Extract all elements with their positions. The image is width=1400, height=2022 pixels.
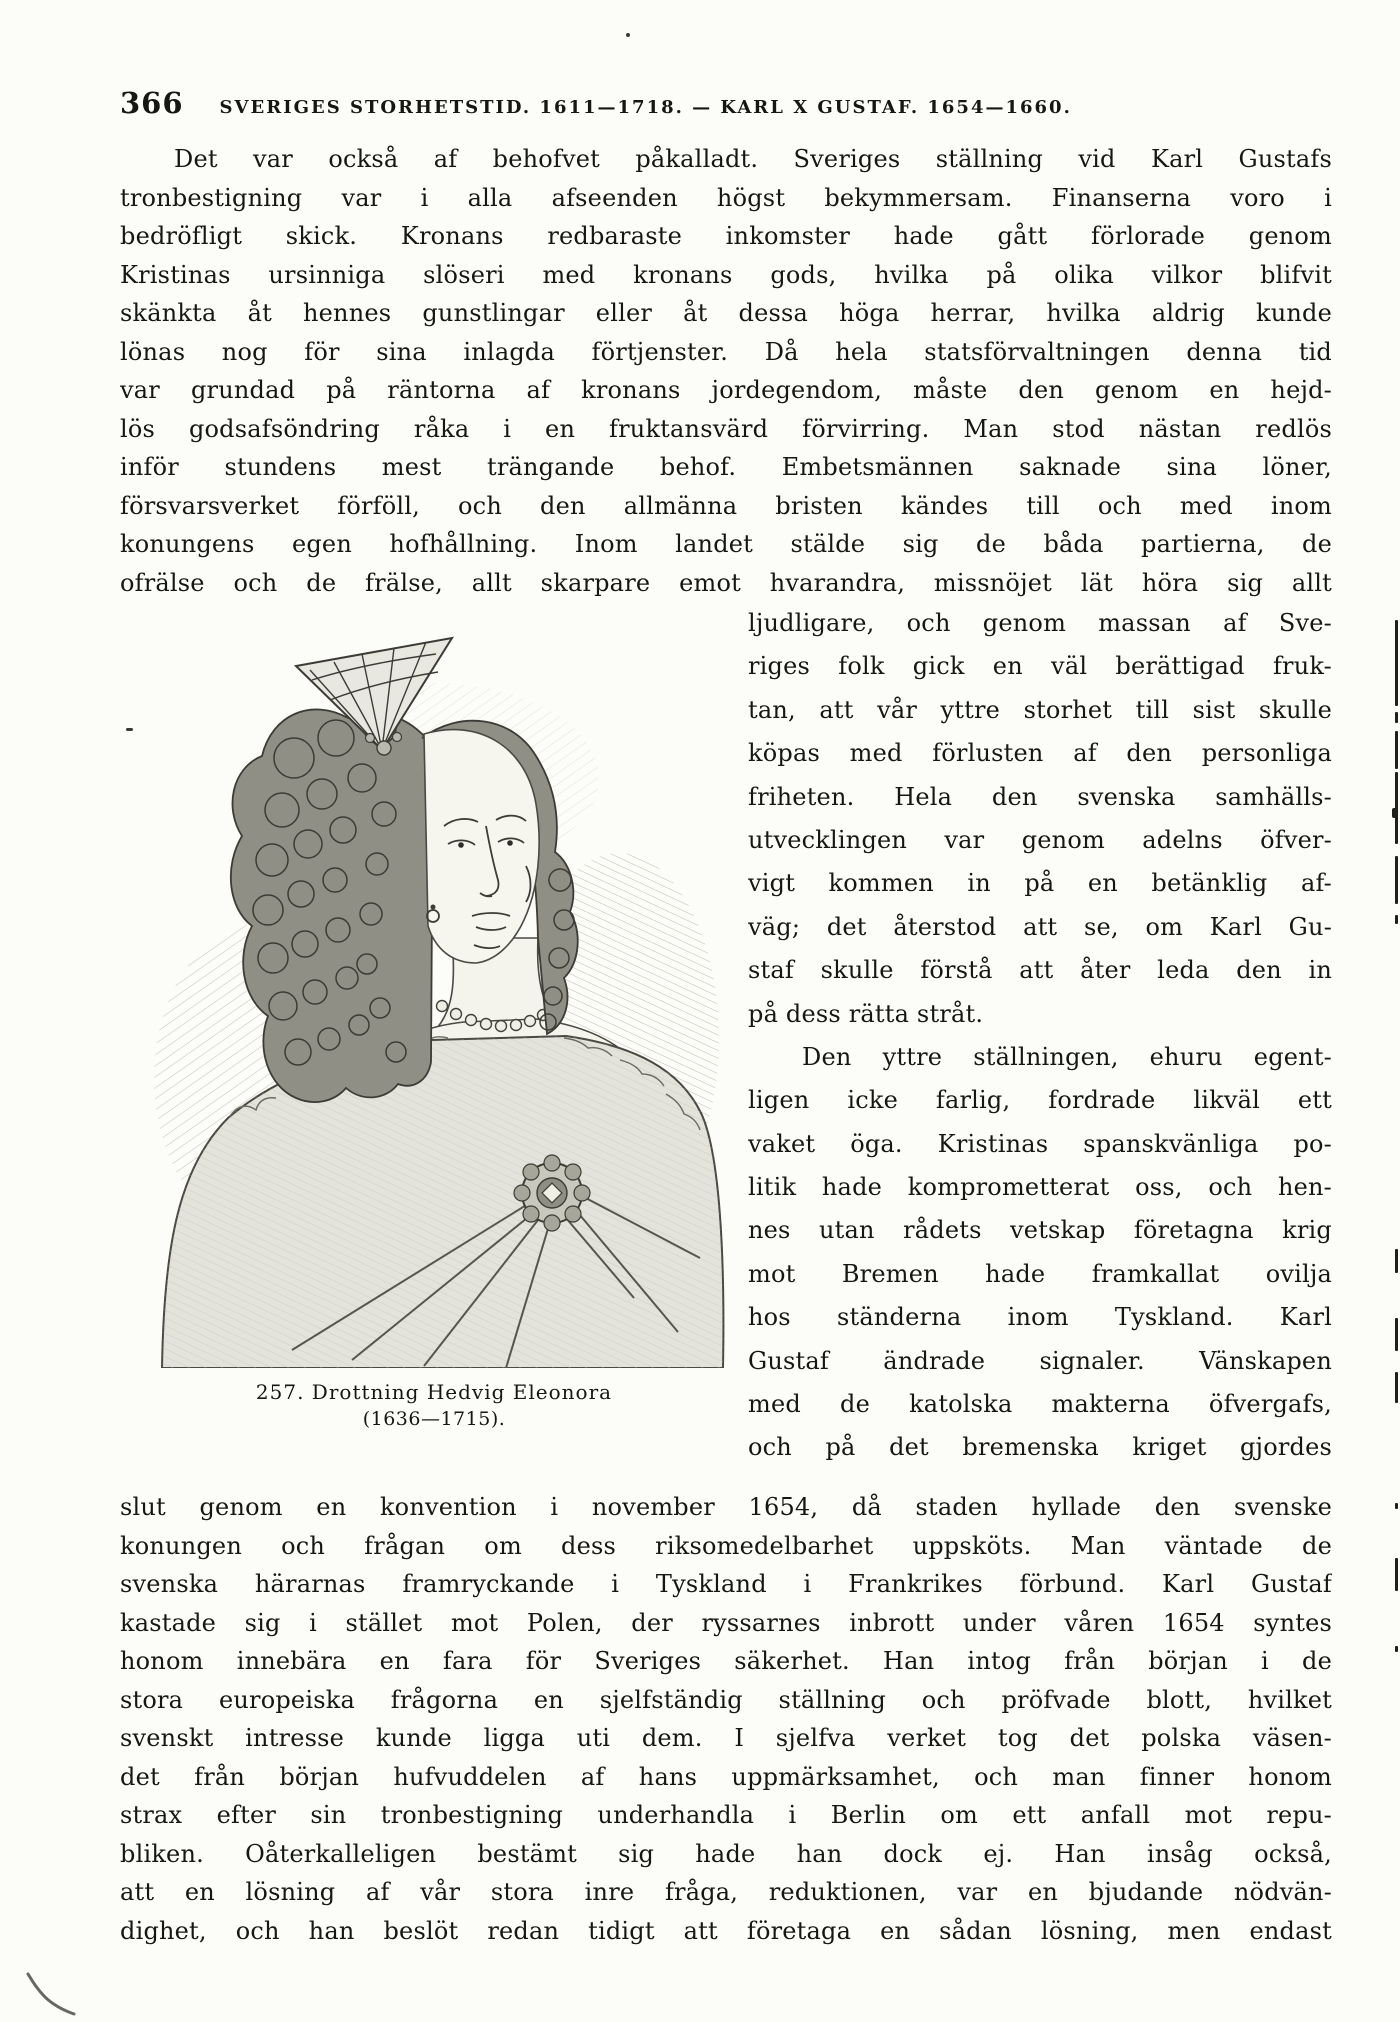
text-line: kastade sig i stället mot Polen, der ryssarnes inbrott under våren 1654 syntes xyxy=(120,1608,1332,1637)
text-line: vaket öga. Kristinas spanskvänliga po- xyxy=(748,1129,1332,1158)
text-line: staf skulle förstå att åter leda den in xyxy=(748,956,1332,985)
running-header xyxy=(120,86,1332,120)
pencil-mark xyxy=(22,1970,82,2022)
text-line: ligen icke farlig, fordrade likväl ett xyxy=(748,1086,1332,1115)
text-line: väg; det återstod att se, om Karl Gu- xyxy=(748,912,1332,941)
text-line: konungen och frågan om dess riksomedelbarhet uppsköts. Man väntade de xyxy=(120,1531,1332,1560)
figure-caption: 257. Drottning Hedvig Eleonora xyxy=(255,1380,613,1404)
margin-annotation-mark xyxy=(1395,856,1398,904)
text-line: Kristinas ursinniga slöseri med kronans gods, hvilka på olika vilkor blifvit xyxy=(120,260,1332,289)
text-line: tronbestigning var i alla afseenden högst bekymmersam. Finanserna voro i xyxy=(120,183,1332,212)
margin-annotation-mark xyxy=(1395,1372,1398,1403)
margin-annotation-mark xyxy=(1395,1318,1398,1351)
text-line: inför stundens mest trängande behof. Embetsmännen saknade sina löner, xyxy=(120,453,1332,481)
text-line: på dess rätta stråt. xyxy=(748,999,984,1028)
text-line: Gustaf ändrade signaler. Vänskapen xyxy=(748,1346,1332,1375)
text-line: slut genom en konvention i november 1654, då staden hyllade den svenske xyxy=(120,1493,1332,1521)
text-line: ofrälse och de frälse, allt skarpare emot hvarandra, missnöjet lät höra sig allt xyxy=(120,568,1332,597)
text-line: med de katolska makterna öfvergafs, xyxy=(748,1390,1332,1419)
page-number: 366 xyxy=(120,86,184,120)
text-line: utvecklingen var genom adelns öfver- xyxy=(748,825,1332,854)
margin-annotation-mark xyxy=(1395,1249,1398,1273)
text-line: stora europeiska frågorna en sjelfständig ställning och pröfvade blott, hvilket xyxy=(120,1685,1332,1714)
portrait-engraving-image xyxy=(134,608,734,1368)
text-line: skänkta åt hennes gunstlingar eller åt dessa höga herrar, hvilka aldrig kunde xyxy=(120,299,1332,327)
text-line: svenska härarnas framryckande i Tyskland i Frankrikes förbund. Karl Gustaf xyxy=(120,1570,1332,1598)
margin-annotation-mark xyxy=(1395,1558,1398,1591)
text-line: det från början hufvuddelen af hans uppmärksamhet, och man finner honom xyxy=(120,1762,1332,1791)
text-line: svenskt intresse kunde ligga uti dem. I sjelfva verket tog det polska väsen- xyxy=(120,1724,1332,1752)
text-line: honom innebära en fara för Sveriges säkerhet. Han intog från början i de xyxy=(120,1647,1332,1675)
text-line: strax efter sin tronbestigning underhandla i Berlin om ett anfall mot repu- xyxy=(120,1801,1332,1829)
text-line: litik hade komprometterat oss, och hen- xyxy=(748,1173,1332,1202)
text-line: riges folk gick en väl berättigad fruk- xyxy=(748,652,1332,681)
page-content xyxy=(120,86,1332,1950)
paragraph-bottom xyxy=(120,1486,1332,1950)
text-line: mot Bremen hade framkallat ovilja xyxy=(748,1259,1332,1288)
text-line: konungens egen hofhållning. Inom landet stälde sig de båda partierna, de xyxy=(120,530,1332,558)
text-line: ljudligare, och genom massan af Sve- xyxy=(748,609,1332,637)
running-head-title: SVERIGES STORHETSTID. 1611—1718. — KARL X GUSTAF. 1654—1660. xyxy=(219,97,1072,118)
text-line: hos ständerna inom Tyskland. Karl xyxy=(748,1303,1332,1332)
text-line: bliken. Oåterkalleligen bestämt sig hade han dock ej. Han insåg också, xyxy=(120,1839,1332,1868)
text-line: försvarsverket förföll, och den allmänna bristen kändes till och med inom xyxy=(120,491,1332,520)
text-line: var grundad på räntorna af kronans jordegendom, måste den genom en hejd- xyxy=(120,376,1332,404)
text-line: friheten. Hela den svenska samhälls- xyxy=(748,782,1332,811)
text-line: nes utan rådets vetskap företagna krig xyxy=(748,1216,1332,1245)
text-line: Den yttre ställningen, ehuru egent- xyxy=(802,1042,1332,1071)
margin-annotation-mark xyxy=(1395,1646,1398,1652)
text-line: att en lösning af vår stora inre fråga, reduktionen, var en bjudande nödvän- xyxy=(120,1878,1332,1906)
text-line: lös godsafsöndring råka i en fruktansvärd förvirring. Man stod nästan redlös xyxy=(120,414,1332,443)
text-line: dighet, och han beslöt redan tidigt att företaga en sådan lösning, men endast xyxy=(120,1916,1332,1945)
paragraph-1 xyxy=(120,140,1332,602)
margin-annotation-mark xyxy=(1395,731,1398,769)
scan-speck xyxy=(126,728,133,731)
text-line: vigt kommen in på en betänklig af- xyxy=(748,869,1332,898)
margin-annotation-mark xyxy=(1392,808,1398,818)
margin-annotation-mark xyxy=(1395,620,1398,706)
body-text xyxy=(120,140,1332,1950)
text-line: tan, att vår yttre storhet till sist skulle xyxy=(748,695,1332,724)
margin-annotation-mark xyxy=(1395,915,1398,924)
figure-caption-dates: (1636—1715). xyxy=(362,1408,506,1430)
figure-portrait xyxy=(120,602,748,1486)
text-line: Det var också af behofvet påkalladt. Sveriges ställning vid Karl Gustafs xyxy=(174,145,1332,173)
text-line: och på det bremenska kriget gjordes xyxy=(748,1433,1332,1462)
margin-annotation-mark xyxy=(1395,712,1398,723)
scan-speck xyxy=(626,33,630,37)
text-line: bedröfligt skick. Kronans redbaraste inkomster hade gått förlorade genom xyxy=(120,222,1332,250)
text-line: köpas med förlusten af den personliga xyxy=(748,739,1332,768)
text-line: lönas nog för sina inlagda förtjenster. Då hela statsförvaltningen denna tid xyxy=(120,337,1332,366)
margin-annotation-mark xyxy=(1395,1503,1398,1509)
